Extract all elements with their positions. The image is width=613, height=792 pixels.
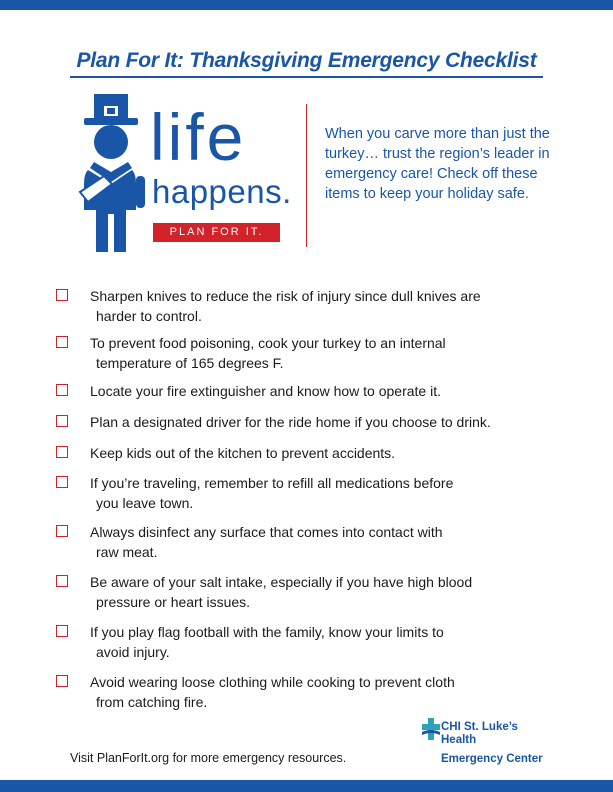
logo-word-happens: happens. [152, 173, 292, 210]
checkbox[interactable] [56, 384, 68, 396]
checklist-item-line1: Avoid wearing loose clothing while cooking to prevent cloth [90, 674, 455, 690]
logo-divider [306, 104, 307, 247]
top-border-bar [0, 0, 613, 10]
checklist-item-line1: Sharpen knives to reduce the risk of injury since dull knives are [90, 288, 481, 304]
intro-text: When you carve more than just the turkey… trust the region’s leader in emergency care! Check off these items to keep your holiday safe. [325, 126, 550, 202]
checkbox[interactable] [56, 525, 68, 537]
checklist-item [56, 622, 556, 666]
checklist-item-text [90, 333, 530, 373]
footer-resources-text: Visit PlanForIt.org for more emergency resources. [70, 751, 347, 765]
checklist-item-line1: Always disinfect any surface that comes into contact with [90, 524, 443, 540]
checklist-item [56, 672, 556, 716]
checklist-item-text [90, 572, 530, 612]
checklist-item-text [90, 443, 530, 463]
checklist-item-text [90, 473, 530, 513]
chi-st-lukes-brand [422, 718, 572, 770]
checklist-item [56, 286, 556, 330]
pilgrim-figure-icon [74, 92, 154, 252]
checkbox[interactable] [56, 336, 68, 348]
checklist-item-line2: temperature of 165 degrees F. [96, 355, 284, 371]
checkbox[interactable] [56, 415, 68, 427]
checklist-item-line1: If you’re traveling, remember to refill all medications before [90, 475, 454, 491]
checklist-item-text [90, 622, 530, 662]
page-title: Plan For It: Thanksgiving Emergency Checklist [76, 49, 537, 72]
checklist-item [56, 572, 556, 616]
checkbox[interactable] [56, 675, 68, 687]
logo-word-life: life [150, 100, 247, 174]
checklist-item-line2: harder to control. [96, 308, 202, 324]
checklist-item-text [90, 672, 530, 712]
checklist-item-line1: If you play flag football with the family, know your limits to [90, 624, 444, 640]
checkbox[interactable] [56, 446, 68, 458]
checklist-item-text [90, 381, 530, 401]
brand-name-line3: Emergency Center [441, 753, 543, 765]
checkbox[interactable] [56, 476, 68, 488]
checklist-item-text [90, 522, 530, 562]
checkbox[interactable] [56, 575, 68, 587]
checklist-item [56, 522, 556, 566]
checklist-item-line2: you leave town. [96, 495, 194, 511]
checklist-item-text [90, 412, 530, 432]
checklist-item-line1: Locate your fire extinguisher and know how to operate it. [90, 383, 441, 399]
checklist-item [56, 333, 556, 377]
bottom-border-bar [0, 780, 613, 792]
checkbox[interactable] [56, 289, 68, 301]
checklist-item-line1: To prevent food poisoning, cook your turkey to an internal [90, 335, 446, 351]
checklist-item-line2: raw meat. [96, 544, 158, 560]
checklist-item-line1: Be aware of your salt intake, especially if you have high blood [90, 574, 473, 590]
brand-name-line2: Health [441, 734, 477, 746]
checklist-item-line1: Keep kids out of the kitchen to prevent accidents. [90, 445, 396, 461]
checklist-item-line2: pressure or heart issues. [96, 594, 251, 610]
checklist-item-text [90, 286, 530, 326]
brand-name-line1: CHI St. Luke’s [441, 721, 518, 733]
logo-tagline: PLAN FOR IT. [153, 223, 280, 242]
cross-logo-icon [422, 718, 440, 740]
title-underline [70, 76, 543, 78]
checklist-item [56, 473, 556, 517]
checklist-item-line2: avoid injury. [96, 644, 170, 660]
checklist-item-line1: Plan a designated driver for the ride home if you choose to drink. [90, 414, 491, 430]
checklist-item-line2: from catching fire. [96, 694, 208, 710]
checkbox[interactable] [56, 625, 68, 637]
